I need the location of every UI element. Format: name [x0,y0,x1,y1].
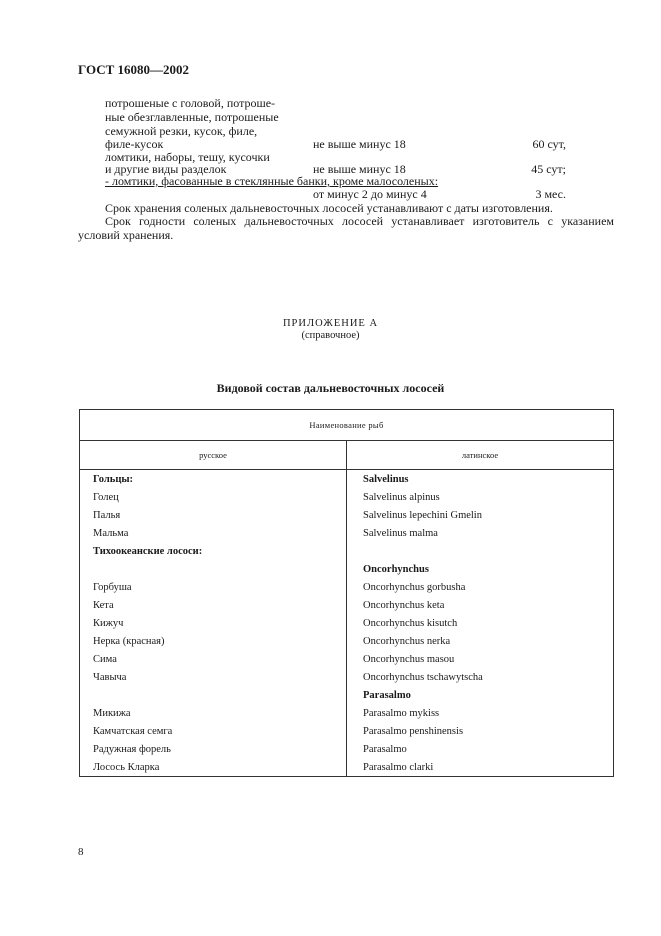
table-cell-la: Oncorhynchus [347,560,614,578]
table-cell-la: Parasalmo [347,740,614,758]
table-cell-la: Oncorhynchus keta [347,596,614,614]
storage-term-1: 60 сут, [532,137,566,151]
table-header-russian: русское [80,441,347,470]
table-cell-ru: Сима [80,650,347,668]
table-header-main: Наименование рыб [80,410,614,441]
table-cell-ru: Гольцы: [80,470,347,489]
page-number: 8 [78,846,84,858]
table-cell-ru: Мальма [80,524,347,542]
storage-line-2: ные обезглавленные, потрошеные [105,110,279,124]
storage-temp-3: от минус 2 до минус 4 [313,187,427,201]
storage-term-3: 3 мес. [535,187,566,201]
table-cell-la: Salvelinus alpinus [347,488,614,506]
table-cell-la: Salvelinus lepechini Gmelin [347,506,614,524]
table-cell-la: Salvelinus malma [347,524,614,542]
table-cell-ru [80,560,347,578]
table-cell-ru: Кета [80,596,347,614]
table-cell-la: Salvelinus [347,470,614,489]
table-cell-ru: Лосось Кларка [80,758,347,777]
appendix-subtitle: (справочное) [301,330,360,341]
table-cell-la: Parasalmo mykiss [347,704,614,722]
table-cell-la: Oncorhynchus nerka [347,632,614,650]
table-cell-ru: Чавыча [80,668,347,686]
table-cell-ru: Микижа [80,704,347,722]
table-cell-la: Parasalmo [347,686,614,704]
table-cell-ru: Тихоокеанские лососи: [80,542,347,560]
paragraph-storage-term: Срок хранения соленых дальневосточных лососей устанавливают с даты изготовления. [105,201,553,215]
table-cell-ru: Палья [80,506,347,524]
storage-term-2: 45 сут; [531,162,566,176]
storage-temp-1: не выше минус 18 [313,137,406,151]
table-cell-la: Oncorhynchus gorbusha [347,578,614,596]
table-cell-ru: Голец [80,488,347,506]
storage-line-3: семужной резки, кусок, филе, [105,124,258,138]
document-header: ГОСТ 16080—2002 [78,62,190,77]
table-cell-la: Parasalmo penshinensis [347,722,614,740]
storage-line-7: - ломтики, фасованные в стеклянные банки, кроме малосоленых: [105,174,439,188]
storage-line-6: и другие виды разделок [105,162,227,176]
table-cell-ru: Кижуч [80,614,347,632]
appendix-title: ПРИЛОЖЕНИЕ А [282,318,379,329]
table-cell-ru: Радужная форель [80,740,347,758]
storage-line-1: потрошеные с головой, потроше- [105,96,276,110]
table-cell-la: Oncorhynchus masou [347,650,614,668]
table-cell-la: Parasalmo clarki [347,758,614,777]
storage-line-5: ломтики, наборы, тешу, кусочки [105,150,270,164]
paragraph-shelf-life: Срок годности соленых дальневосточных лососей устанавливает изготовитель с указанием условий хранения. [78,214,614,242]
table-cell-ru: Нерка (красная) [80,632,347,650]
table-cell-la: Oncorhynchus kisutch [347,614,614,632]
table-title: Видовой состав дальневосточных лососей [216,381,445,395]
table-cell-ru: Горбуша [80,578,347,596]
table-header-latin: латинское [347,441,614,470]
storage-line-4: филе-кусок [105,137,164,151]
storage-temp-2: не выше минус 18 [313,162,406,176]
table-cell-la: Oncorhynchus tschawytscha [347,668,614,686]
table-cell-ru: Камчатская семга [80,722,347,740]
table-cell-ru [80,686,347,704]
species-table [79,409,614,777]
table-cell-la [347,542,614,560]
